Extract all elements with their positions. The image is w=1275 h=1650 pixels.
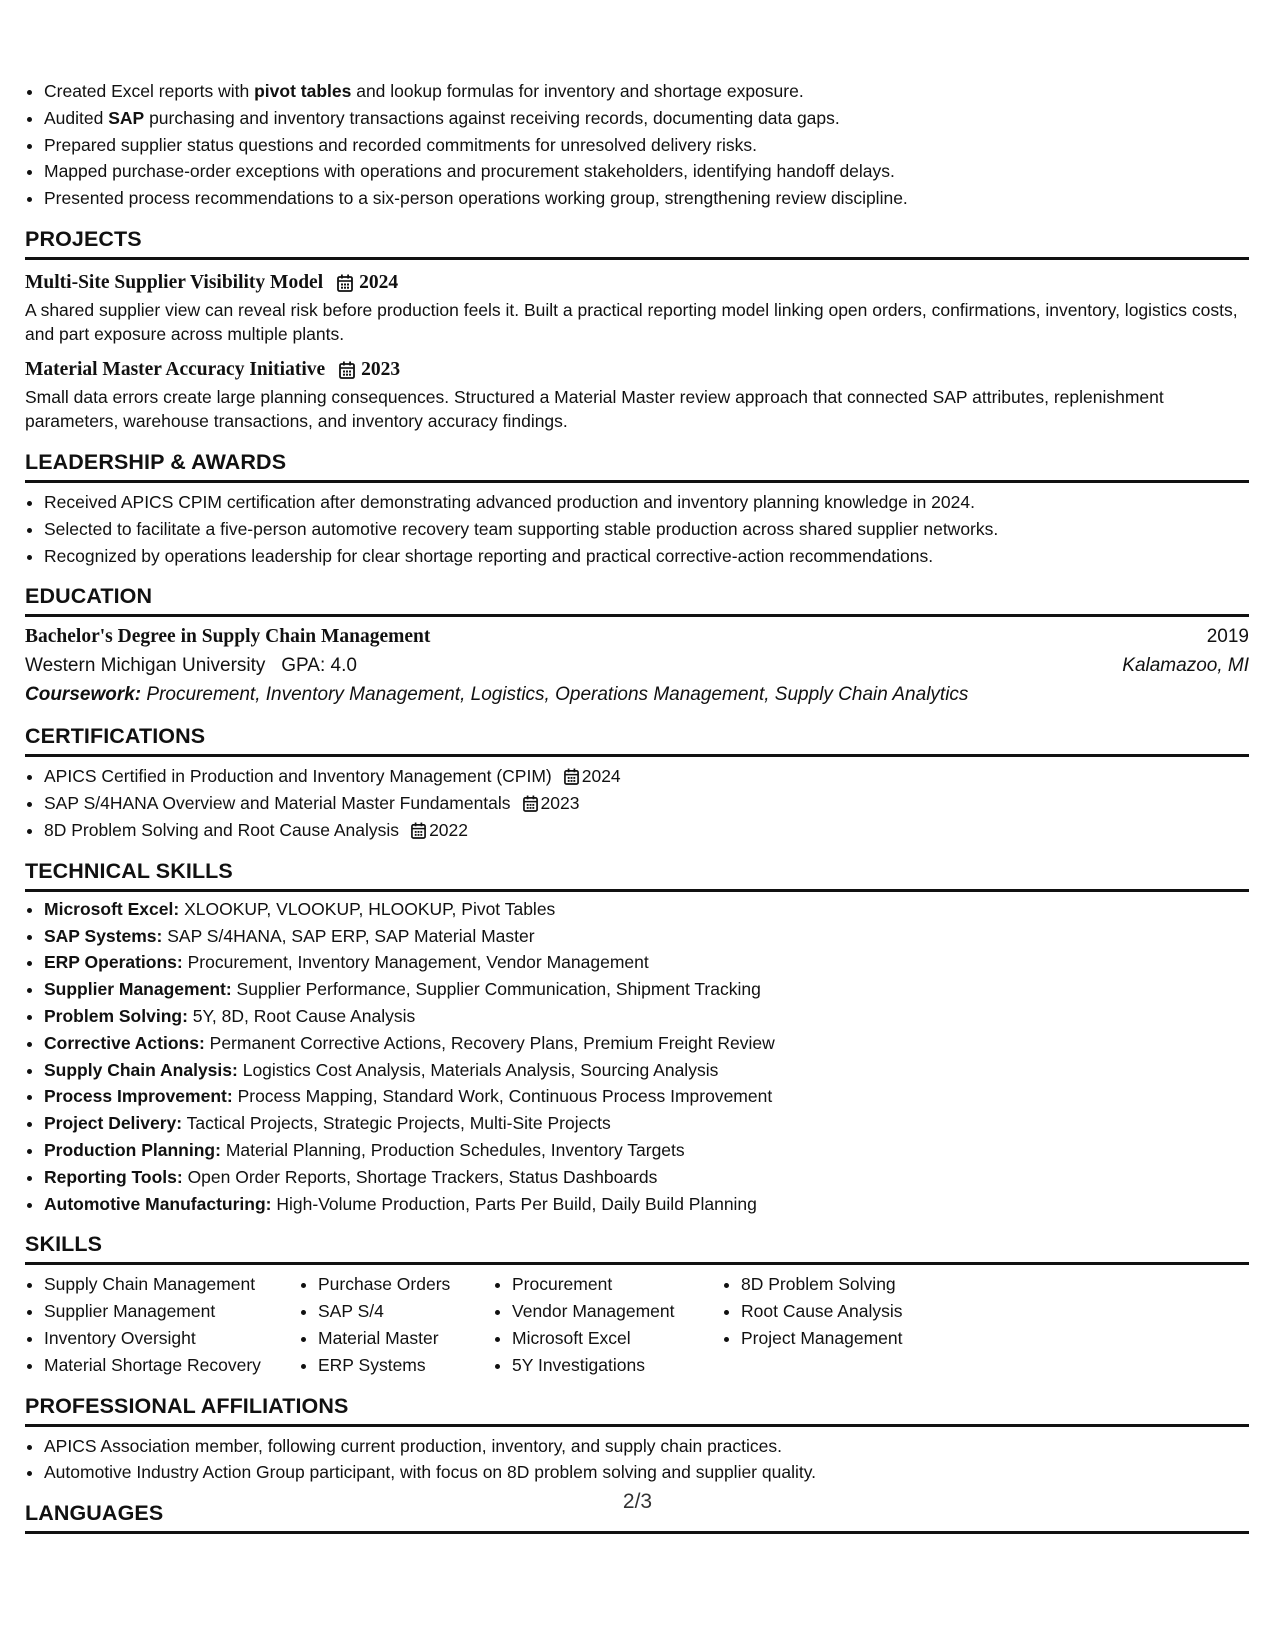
calendar-icon <box>339 361 355 379</box>
list-item: • Recognized by operations leadership for clear shortage reporting and practical corrective-action recommendations. <box>44 543 1249 570</box>
cert-name: APICS Certified in Production and Inventory Management (CPIM) <box>44 766 552 787</box>
list-item: • Microsoft Excel <box>512 1325 722 1352</box>
list-item: • ERP Operations: Procurement, Inventory Management, Vendor Management <box>44 949 1249 976</box>
education-section <box>25 583 1249 709</box>
list-item: • Corrective Actions: Permanent Corrective Actions, Recovery Plans, Premium Freight Review <box>44 1030 1249 1057</box>
list-item: • APICS Association member, following current production, inventory, and supply chain practices. <box>44 1433 1249 1460</box>
project-year: 2023 <box>361 358 401 380</box>
list-item: • Microsoft Excel: XLOOKUP, VLOOKUP, HLOOKUP, Pivot Tables <box>44 896 1249 923</box>
section-heading: TECHNICAL SKILLS <box>25 858 1249 892</box>
coursework <box>25 680 1249 709</box>
list-item: • Selected to facilitate a five-person automotive recovery team supporting stable production across shared supplier networks. <box>44 516 1249 543</box>
experience-bullets <box>25 78 1249 212</box>
list-item <box>44 817 1249 844</box>
coursework-label: Coursework: <box>25 684 142 706</box>
list-item: • Reporting Tools: Open Order Reports, Shortage Trackers, Status Dashboards <box>44 1164 1249 1191</box>
projects-section <box>25 226 1249 434</box>
list-item: • Supplier Management: Supplier Performance, Supplier Communication, Shipment Tracking <box>44 976 1249 1003</box>
list-item: • Prepared supplier status questions and recorded commitments for unresolved delivery risks. <box>44 132 1249 159</box>
affiliations-section <box>25 1393 1249 1487</box>
calendar-icon <box>411 822 426 839</box>
school-name: Western Michigan University <box>25 655 266 677</box>
list-item: • SAP Systems: SAP S/4HANA, SAP ERP, SAP Material Master <box>44 923 1249 950</box>
list-item: • Received APICS CPIM certification after demonstrating advanced production and inventory planning knowledge in 2024. <box>44 489 1249 516</box>
skills-column <box>722 1271 961 1378</box>
leadership-section <box>25 449 1249 569</box>
cert-year: 2023 <box>540 793 580 814</box>
list-item <box>44 790 1249 817</box>
section-heading: CERTIFICATIONS <box>25 723 1249 757</box>
affiliations-list <box>25 1433 1249 1487</box>
list-item: • 8D Problem Solving <box>741 1271 961 1298</box>
technical-skills-list <box>25 896 1249 1218</box>
project-title-row <box>25 357 1249 383</box>
degree-title: Bachelor's Degree in Supply Chain Management <box>25 626 431 648</box>
list-item: • Project Delivery: Tactical Projects, Strategic Projects, Multi-Site Projects <box>44 1110 1249 1137</box>
project-title-row <box>25 270 1249 296</box>
education-school-row <box>25 651 1249 680</box>
project-description: Small data errors create large planning consequences. Structured a Material Master review approach that connected SAP attributes, replenishment parameters, warehouse transactions, and inventory accuracy findings. <box>25 386 1164 432</box>
calendar-icon <box>564 768 579 785</box>
list-item: • Inventory Oversight <box>44 1325 299 1352</box>
list-item: • Process Improvement: Process Mapping, Standard Work, Continuous Process Improvement <box>44 1083 1249 1110</box>
list-item: • Material Master <box>318 1325 493 1352</box>
list-item: • Presented process recommendations to a six-person operations working group, strengthening review discipline. <box>44 185 1249 212</box>
list-item: • 5Y Investigations <box>512 1352 722 1379</box>
list-item: • Material Shortage Recovery <box>44 1352 299 1379</box>
project-title: Multi-Site Supplier Visibility Model <box>25 271 324 293</box>
section-heading: LEADERSHIP & AWARDS <box>25 449 1249 483</box>
list-item: • Procurement <box>512 1271 722 1298</box>
technical-skills-section <box>25 858 1249 1218</box>
list-item: • ERP Systems <box>318 1352 493 1379</box>
section-heading: EDUCATION <box>25 583 1249 617</box>
list-item: • Purchase Orders <box>318 1271 493 1298</box>
cert-name: 8D Problem Solving and Root Cause Analysis <box>44 819 400 840</box>
list-item: • Automotive Industry Action Group participant, with focus on 8D problem solving and supplier quality. <box>44 1459 1249 1486</box>
skills-grid <box>25 1271 1249 1378</box>
list-item: • Supplier Management <box>44 1298 299 1325</box>
list-item: • Vendor Management <box>512 1298 722 1325</box>
skills-column <box>25 1271 299 1378</box>
cert-name: SAP S/4HANA Overview and Material Master Fundamentals <box>44 793 511 814</box>
section-heading: SKILLS <box>25 1231 1249 1265</box>
skills-column <box>493 1271 722 1378</box>
list-item: • Mapped purchase-order exceptions with operations and procurement stakeholders, identifying handoff delays. <box>44 158 1249 185</box>
list-item: • Production Planning: Material Planning, Production Schedules, Inventory Targets <box>44 1137 1249 1164</box>
skills-section <box>25 1231 1249 1378</box>
project-year: 2024 <box>359 271 399 293</box>
leadership-list <box>25 489 1249 569</box>
list-item: • SAP S/4 <box>318 1298 493 1325</box>
list-item: • Root Cause Analysis <box>741 1298 961 1325</box>
gpa: GPA: 4.0 <box>281 655 357 677</box>
school-location: Kalamazoo, MI <box>1122 655 1249 677</box>
section-heading: PROJECTS <box>25 226 1249 260</box>
coursework-list: Procurement, Inventory Management, Logistics, Operations Management, Supply Chain Analytics <box>146 684 969 706</box>
page-number: 2/3 <box>622 1490 653 1513</box>
certifications-list <box>25 763 1249 843</box>
graduation-year: 2019 <box>1206 626 1249 648</box>
list-item: • Supply Chain Analysis: Logistics Cost Analysis, Materials Analysis, Sourcing Analysis <box>44 1057 1249 1084</box>
list-item: • Project Management <box>741 1325 961 1352</box>
project-title: Material Master Accuracy Initiative <box>25 358 326 380</box>
cert-year: 2024 <box>581 766 621 787</box>
section-heading: LANGUAGES <box>25 1500 1249 1534</box>
list-item <box>44 763 1249 790</box>
resume-page <box>25 78 1249 1534</box>
list-item: • Created Excel reports with pivot tables and lookup formulas for inventory and shortage exposure. <box>44 78 1249 105</box>
calendar-icon <box>523 795 538 812</box>
school-info <box>25 651 357 680</box>
certifications-section <box>25 723 1249 843</box>
education-degree-row <box>25 623 1249 651</box>
list-item: • Audited SAP purchasing and inventory transactions against receiving records, documenting data gaps. <box>44 105 1249 132</box>
project-description: A shared supplier view can reveal risk before production feels it. Built a practical reporting model linking open orders, confirmations, inventory, logistics costs, and part exposure across multiple plants. <box>25 299 1238 345</box>
list-item: • Problem Solving: 5Y, 8D, Root Cause Analysis <box>44 1003 1249 1030</box>
cert-year: 2022 <box>429 819 468 840</box>
list-item: • Supply Chain Management <box>44 1271 299 1298</box>
section-heading: PROFESSIONAL AFFILIATIONS <box>25 1393 1249 1427</box>
list-item: • Automotive Manufacturing: High-Volume Production, Parts Per Build, Daily Build Planning <box>44 1191 1249 1218</box>
skills-column <box>299 1271 493 1378</box>
calendar-icon <box>337 274 353 292</box>
